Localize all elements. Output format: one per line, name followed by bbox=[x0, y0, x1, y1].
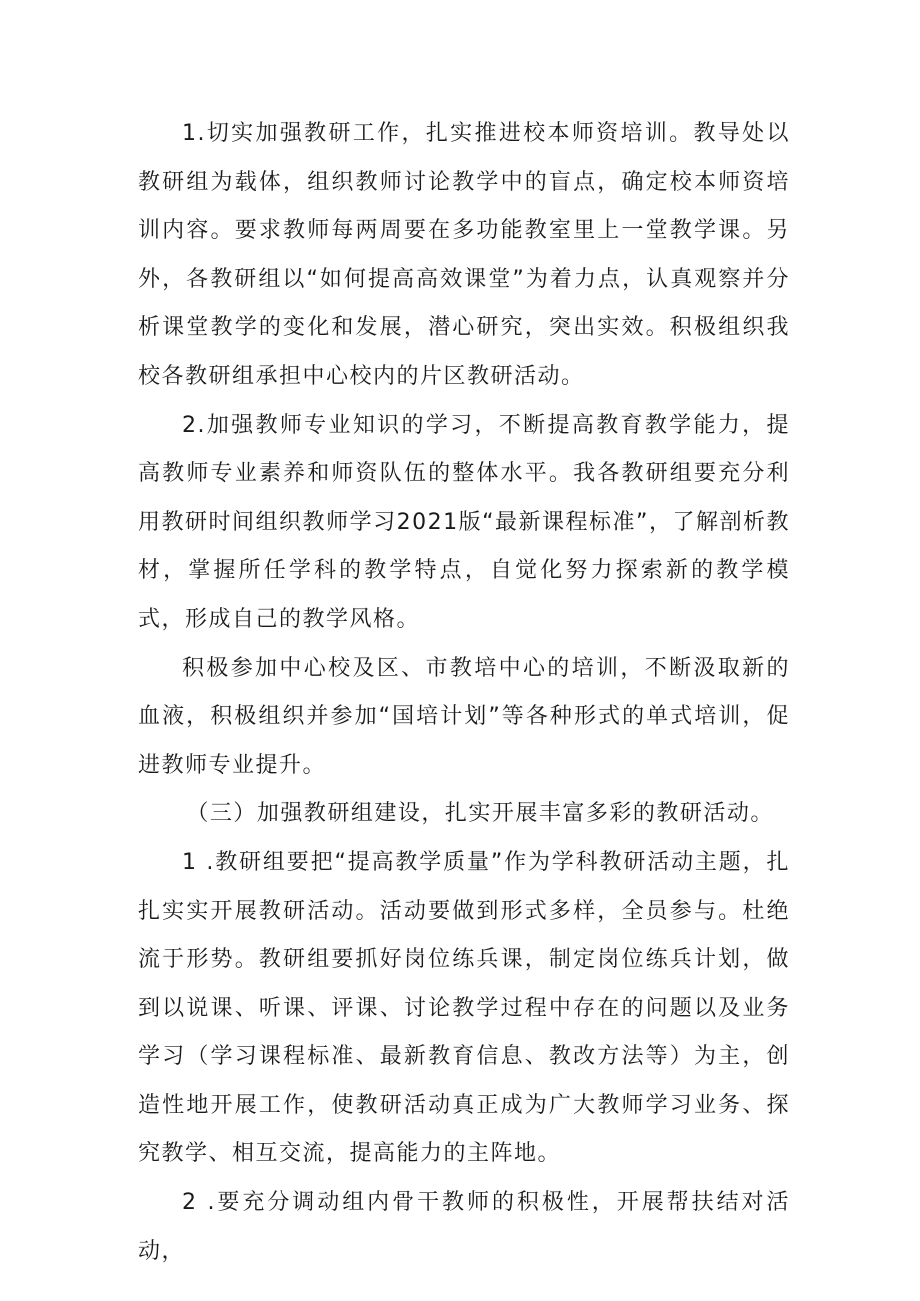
section-heading-3: （三）加强教研组建设，扎实开展丰富多彩的教研活动。 bbox=[186, 801, 774, 827]
document-body bbox=[138, 110, 790, 1276]
paragraph-professional-learning: 2.加强教师专业知识的学习，不断提高教育教学能力，提高教师专业素养和师资队伍的整体水平。我各教研组要充分利用教研时间组织教师学习2021版“最新课程标准”，了解剖析教材，掌握所任学科的教学特点，自觉化努力探索新的教学模式，形成自己的教学风格。 bbox=[138, 412, 790, 632]
paragraph-mentoring: 2 .要充分调动组内骨干教师的积极性，开展帮扶结对活动， bbox=[138, 1190, 790, 1264]
paragraph-research-theme: 1 .教研组要把“提高教学质量”作为学科教研活动主题，扎扎实实开展教研活动。活动要做到形式多样，全员参与。杜绝流于形势。教研组要抓好岗位练兵课，制定岗位练兵计划，做到以说课、听课、评课、讨论教学过程中存在的问题以及业务学习（学习课程标准、最新教育信息、教改方法等）为主，创造性地开展工作，使教研活动真正成为广大教师学习业务、探究教学、相互交流，提高能力的主阵地。 bbox=[138, 849, 790, 1167]
paragraph-training: 积极参加中心校及区、市教培中心的培训，不断汲取新的血液，积极组织并参加“国培计划”等各种形式的单式培训，促进教师专业提升。 bbox=[138, 655, 790, 778]
paragraph-teaching-research: 1.切实加强教研工作，扎实推进校本师资培训。教导处以教研组为载体，组织教师讨论教学中的盲点，确定校本师资培训内容。要求教师每两周要在多功能教室里上一堂教学课。另外，各教研组以“如何提高高效课堂”为着力点，认真观察并分析课堂教学的变化和发展，潜心研究，突出实效。积极组织我校各教研组承担中心校内的片区教研活动。 bbox=[138, 121, 790, 389]
